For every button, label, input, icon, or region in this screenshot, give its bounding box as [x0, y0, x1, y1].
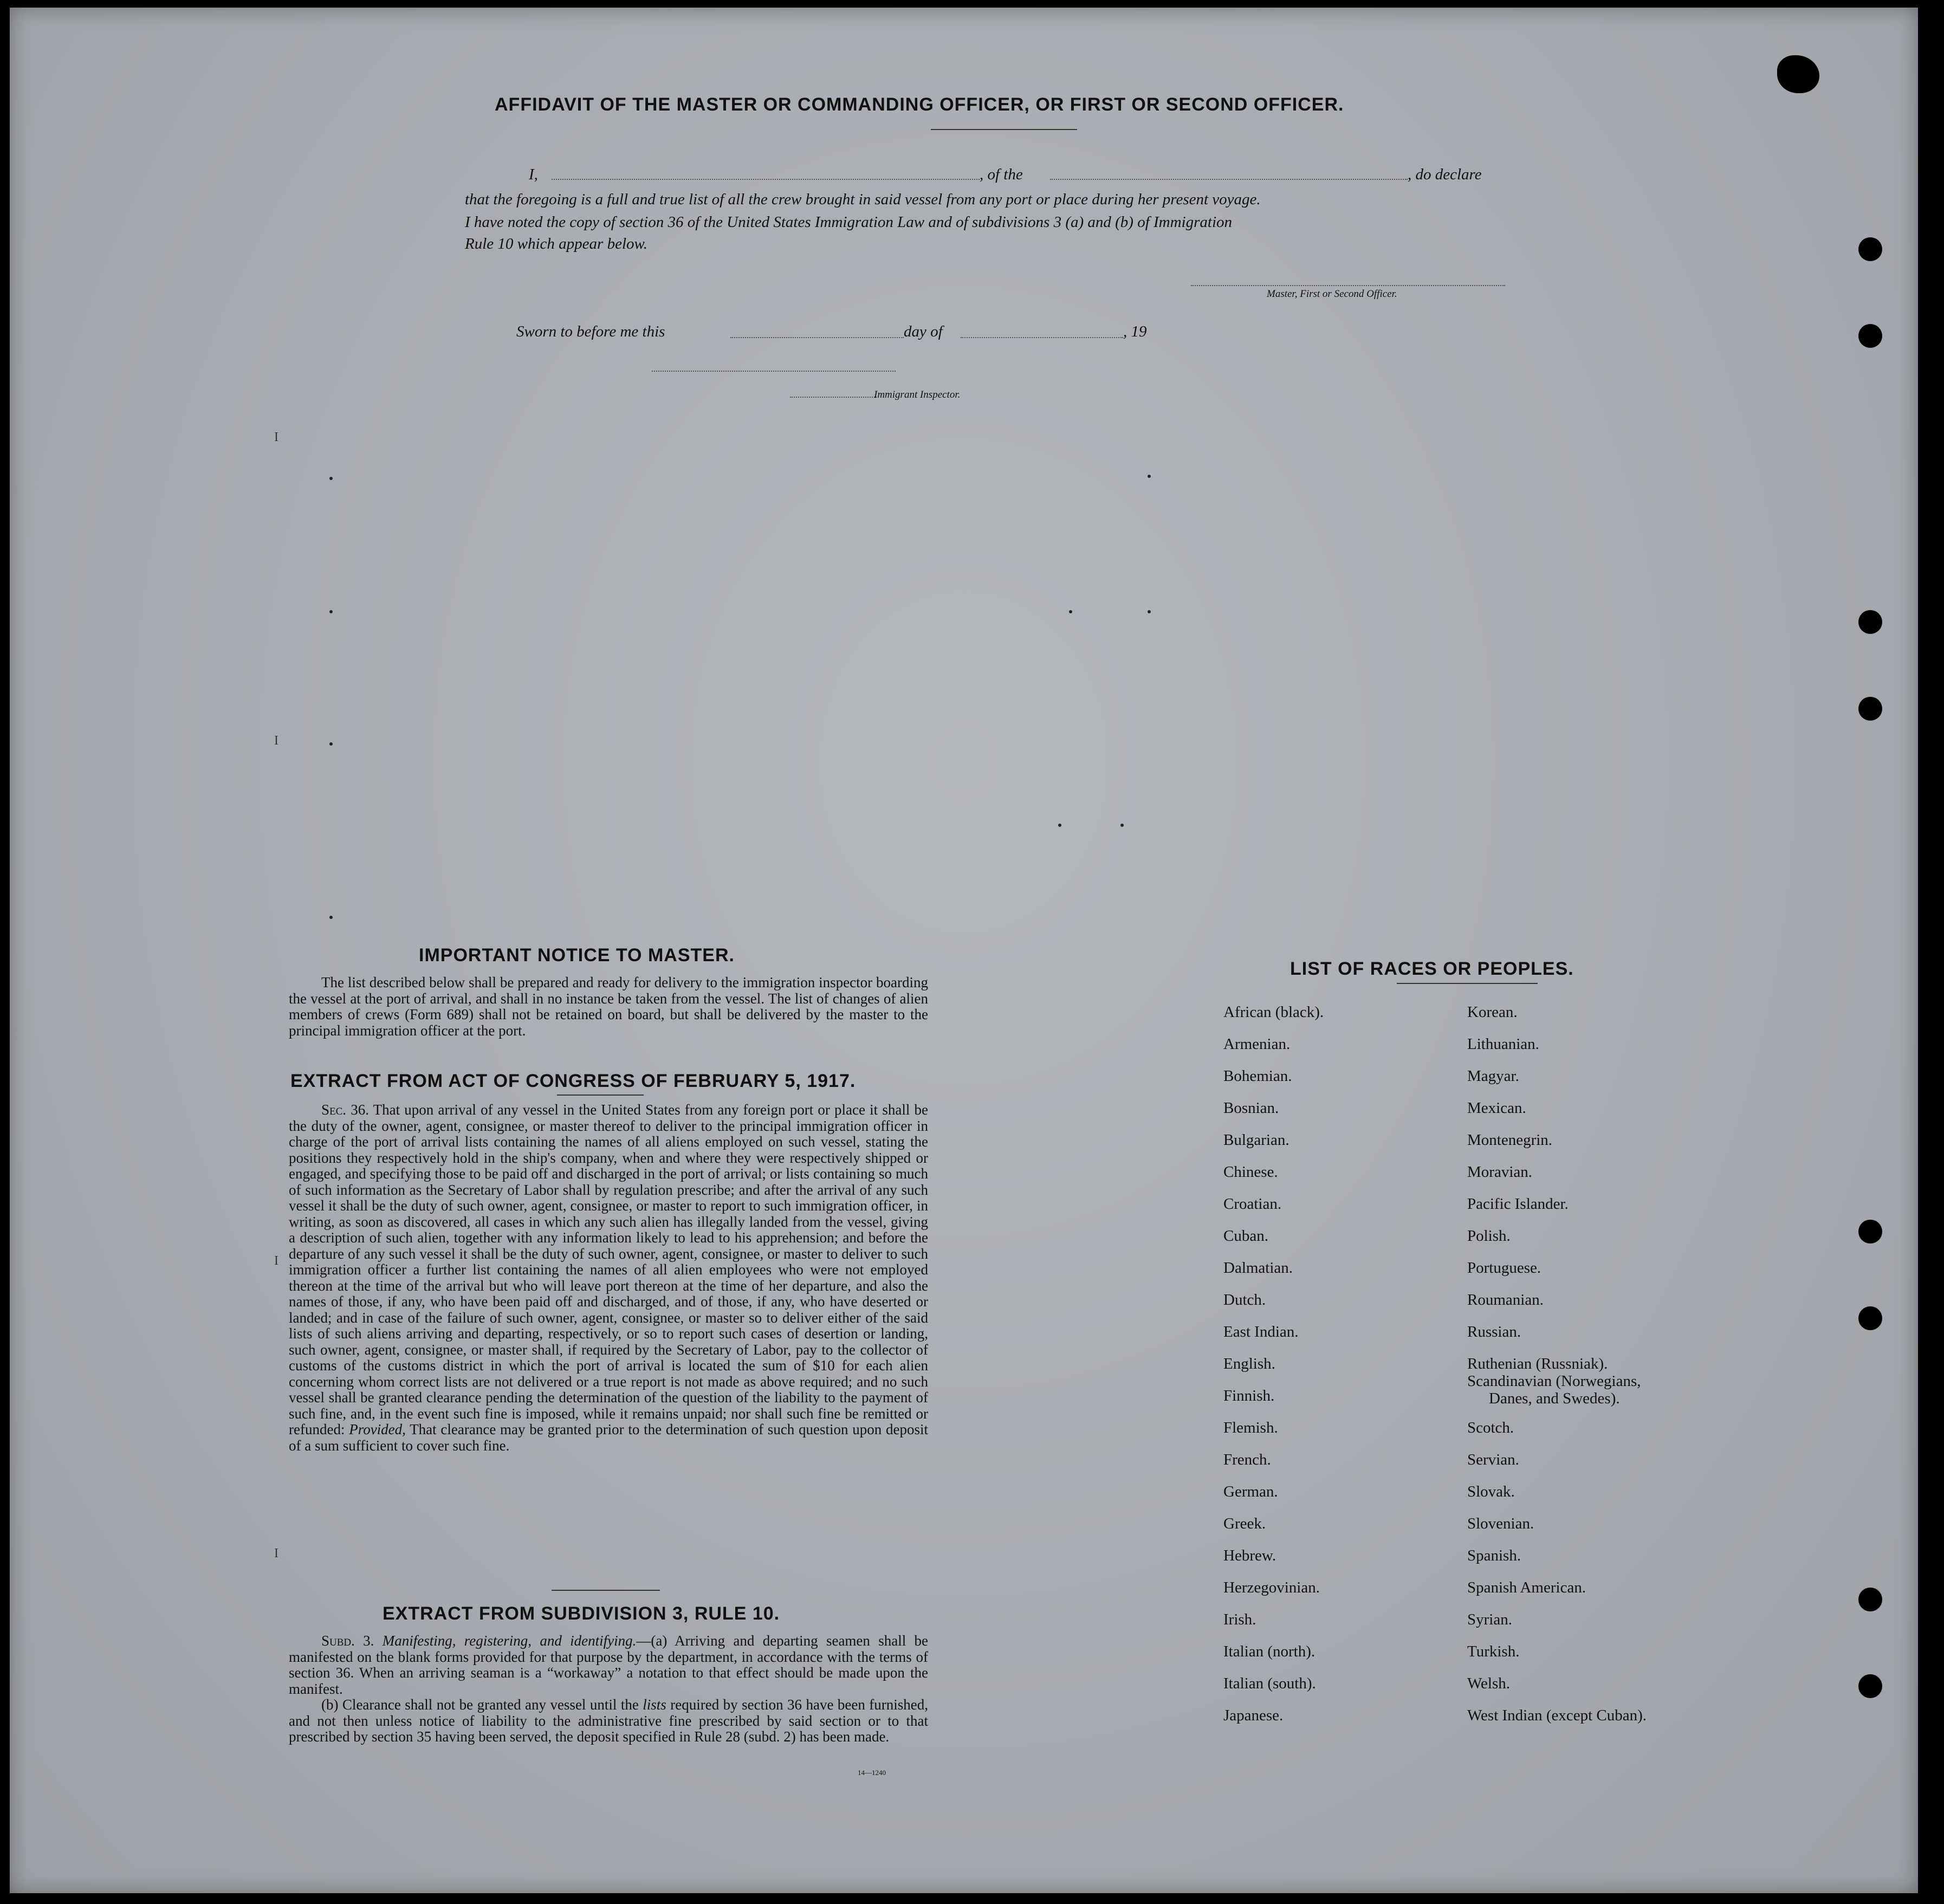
rule-para-b	[289, 1697, 928, 1745]
race-item: Italian (north).	[1223, 1643, 1316, 1660]
race-item: African (black).	[1223, 1003, 1324, 1021]
race-item: Polish.	[1467, 1227, 1511, 1245]
act-extract-title: EXTRACT FROM ACT OF CONGRESS OF FEBRUARY 5, 1917.	[290, 1071, 856, 1091]
provided-word: Provided,	[349, 1421, 406, 1437]
race-item: Bulgarian.	[1223, 1131, 1289, 1149]
race-item: Lithuanian.	[1467, 1035, 1539, 1053]
binder-hole	[1858, 237, 1882, 261]
bleed-mark	[1120, 824, 1124, 827]
bleed-mark	[329, 916, 333, 919]
race-item: Roumanian.	[1467, 1291, 1544, 1309]
bleed-mark	[329, 742, 333, 746]
race-item: Bohemian.	[1223, 1067, 1292, 1085]
signature-blank	[1191, 285, 1505, 286]
affidavit-line-3: I have noted the copy of section 36 of the United States Immigration Law and of subdivisions 3 (a) and (b) of Immigration	[465, 213, 1233, 231]
race-item: Irish.	[1223, 1611, 1256, 1628]
bleed-mark	[1069, 610, 1072, 613]
margin-mark: I	[274, 734, 278, 748]
margin-mark: I	[274, 1254, 278, 1268]
margin-mark: I	[274, 430, 278, 444]
race-item: Syrian.	[1467, 1611, 1512, 1628]
subd-label: Subd. 3.	[321, 1633, 374, 1649]
section-label: Sec. 36.	[321, 1102, 369, 1118]
rule-para-a	[289, 1633, 928, 1697]
race-item: Herzegovinian.	[1223, 1579, 1320, 1596]
race-item: Dutch.	[1223, 1291, 1266, 1309]
binder-hole	[1858, 1588, 1882, 1611]
race-item: Flemish.	[1223, 1419, 1278, 1436]
race-item: Moravian.	[1467, 1163, 1532, 1181]
race-item: German.	[1223, 1483, 1278, 1500]
race-item: Turkish.	[1467, 1643, 1520, 1660]
race-item: Danes, and Swedes).	[1489, 1390, 1620, 1407]
inspector-signature-blank	[652, 371, 896, 372]
affidavit-line-4: Rule 10 which appear below.	[465, 235, 647, 252]
signature-label: Master, First or Second Officer.	[1267, 288, 1397, 300]
race-item: Chinese.	[1223, 1163, 1278, 1181]
section-36-body: That upon arrival of any vessel in the United States from any foreign port or place it shall be the duty of the owner, agent, consignee, or master thereof to deliver to the principal immigration officer in charge of the port of arrival lists containing the names of all aliens employed on such vessel, stating the positions they respectively hold in the ship's company, when and where they were respectively shipped or engaged, and specifying those to be paid off and discharged in the port of arrival; or lists containing so much of such information as the Secretary of Labor shall by regulation prescribe; and after the arrival of any such vessel it shall be the duty of such owner, agent, consignee, or master to report to such immigration officer, in writing, as soon as discovered, all cases in which any such alien has illegally landed from the vessel, giving a description of such alien, together with any information likely to lead to his apprehension; and before the departure of any such vessel it shall be the duty of such owner, agent, consignee, or master to deliver to such immigration officer a further list containing the names of all alien employees who were not employed thereon at the time of the arrival but who will leave port thereon at the time of her departure, and also the names of those, if any, who have been paid off and discharged, and of those, if any, who have deserted or landed; and in case of the failure of such owner, agent, consignee, or master so to deliver either of the said lists of such aliens arriving and departing, respectively, or so to report such cases of desertion or landing, such owner, agent, consignee, or master shall, if required by the Secretary of Labor, pay to the collector of customs of the customs district in which the port of arrival is located the sum of $10 for each alien concerning whom correct lists are not delivered or a true report is not made as above required; and no such vessel shall be granted clearance pending the determination of the question of the liability to the payment of such fine, and, in the event such fine is imposed, while it remains unpaid; nor shall such fine be remitted or refunded:	[289, 1102, 928, 1437]
binder-hole	[1858, 1220, 1882, 1244]
notice-body	[289, 975, 928, 1039]
race-item: Hebrew.	[1223, 1547, 1276, 1564]
subd-heading: Manifesting, registering, and identifying.	[382, 1633, 637, 1649]
rule-extract-rule	[552, 1590, 660, 1591]
affidavit-line-2: that the foregoing is a full and true list of all the crew brought in said vessel from any port or place during her present voyage.	[465, 191, 1261, 208]
race-item: Servian.	[1467, 1451, 1519, 1468]
rule-extract-title: EXTRACT FROM SUBDIVISION 3, RULE 10.	[383, 1603, 780, 1624]
paper-clip-mark	[1777, 55, 1819, 93]
race-item: Mexican.	[1467, 1099, 1526, 1117]
binder-hole	[1858, 1306, 1882, 1330]
race-item: Bosnian.	[1223, 1099, 1279, 1117]
bleed-mark	[329, 477, 333, 480]
bleed-mark	[1148, 475, 1151, 478]
binder-hole	[1858, 697, 1882, 721]
race-item: Spanish.	[1467, 1547, 1521, 1564]
rule-para-b-lists: lists	[643, 1696, 666, 1713]
rule-para-b-text-2: required by section 36 have been furnished, and not then unless notice of liability to the administrative fine prescribed by said section or to that prescribed by section 35 having been served, the deposit specified in Rule 28 (subd. 2) has been made.	[289, 1696, 929, 1745]
race-item: Finnish.	[1223, 1387, 1275, 1404]
race-item: Dalmatian.	[1223, 1259, 1293, 1277]
binder-hole	[1858, 324, 1882, 348]
race-item: Russian.	[1467, 1323, 1521, 1340]
race-item: Greek.	[1223, 1515, 1266, 1532]
race-item: East Indian.	[1223, 1323, 1299, 1340]
races-title: LIST OF RACES OR PEOPLES.	[1290, 959, 1574, 979]
form-number: 14—1240	[858, 1769, 886, 1777]
race-item: Cuban.	[1223, 1227, 1268, 1245]
rule-para-b-text-1: (b) Clearance shall not be granted any vessel until the	[321, 1696, 639, 1713]
officer-name-blank	[552, 179, 980, 180]
bleed-mark	[1148, 610, 1151, 613]
binder-hole	[1858, 610, 1882, 634]
sworn-text: Sworn to before me this	[516, 323, 665, 340]
bleed-mark	[329, 610, 333, 613]
race-item: West Indian (except Cuban).	[1467, 1707, 1647, 1724]
race-item: Japanese.	[1223, 1707, 1284, 1724]
affidavit-line-1-declare: , do declare	[1408, 166, 1482, 183]
race-item: Armenian.	[1223, 1035, 1291, 1053]
race-item: Magyar.	[1467, 1067, 1519, 1085]
race-item: Spanish American.	[1467, 1579, 1586, 1596]
margin-mark: I	[274, 1546, 278, 1560]
inspector-signature-blank-2	[790, 397, 877, 398]
sworn-month-blank	[961, 337, 1123, 338]
binder-hole	[1858, 1674, 1882, 1698]
vessel-name-blank	[1050, 179, 1408, 180]
race-item: Scotch.	[1467, 1419, 1514, 1436]
bleed-mark	[1058, 824, 1061, 827]
sworn-year: , 19	[1123, 323, 1147, 340]
affidavit-line-1-of-the: , of the	[980, 166, 1023, 183]
sworn-day-blank	[730, 337, 904, 338]
race-item: French.	[1223, 1451, 1271, 1468]
notice-title: IMPORTANT NOTICE TO MASTER.	[419, 945, 735, 966]
race-item: Welsh.	[1467, 1675, 1511, 1692]
notice-body-text: The list described below shall be prepared and ready for delivery to the immigration inspector boarding the vessel at the port of arrival, and shall in no instance be taken from the vessel. The list of changes of alien members of crews (Form 689) shall not be retained on board, but shall be delivered by the master to the principal immigration officer at the port.	[289, 974, 928, 1039]
affidavit-title: AFFIDAVIT OF THE MASTER OR COMMANDING OFFICER, OR FIRST OR SECOND OFFICER.	[495, 94, 1344, 115]
sworn-day-of: day of	[904, 323, 943, 340]
rule-para-a-text: —(a) Arriving and departing seamen shall be manifested on the blank forms provided for that purpose by the department, in accordance with the terms of section 36. When an arriving seaman is a “workaway” a notation to that effect should be made upon the manifest.	[289, 1633, 928, 1697]
document-page	[10, 8, 1918, 1893]
race-item: Montenegrin.	[1467, 1131, 1553, 1149]
race-item: Korean.	[1467, 1003, 1518, 1021]
inspector-label: Immigrant Inspector.	[874, 389, 961, 400]
race-item: Pacific Islander.	[1467, 1195, 1569, 1213]
race-item: Scandinavian (Norwegians,	[1467, 1372, 1641, 1390]
act-extract-text	[289, 1102, 928, 1454]
act-extract-body	[289, 1102, 928, 1454]
race-item: Croatian.	[1223, 1195, 1282, 1213]
affidavit-line-1-i: I,	[529, 166, 538, 183]
race-item: Slovenian.	[1467, 1515, 1534, 1532]
race-item: Portuguese.	[1467, 1259, 1541, 1277]
race-item: Italian (south).	[1223, 1675, 1316, 1692]
races-title-rule	[1397, 983, 1538, 984]
race-item: Ruthenian (Russniak).	[1467, 1355, 1608, 1372]
race-item: Slovak.	[1467, 1483, 1515, 1500]
section-36-proviso: That clearance may be granted prior to the determination of such question upon deposit of a sum sufficient to cover such fine.	[289, 1421, 929, 1454]
rule-extract-body	[289, 1633, 928, 1745]
act-extract-rule	[557, 1095, 644, 1096]
race-item: English.	[1223, 1355, 1275, 1372]
affidavit-title-rule	[931, 129, 1077, 130]
